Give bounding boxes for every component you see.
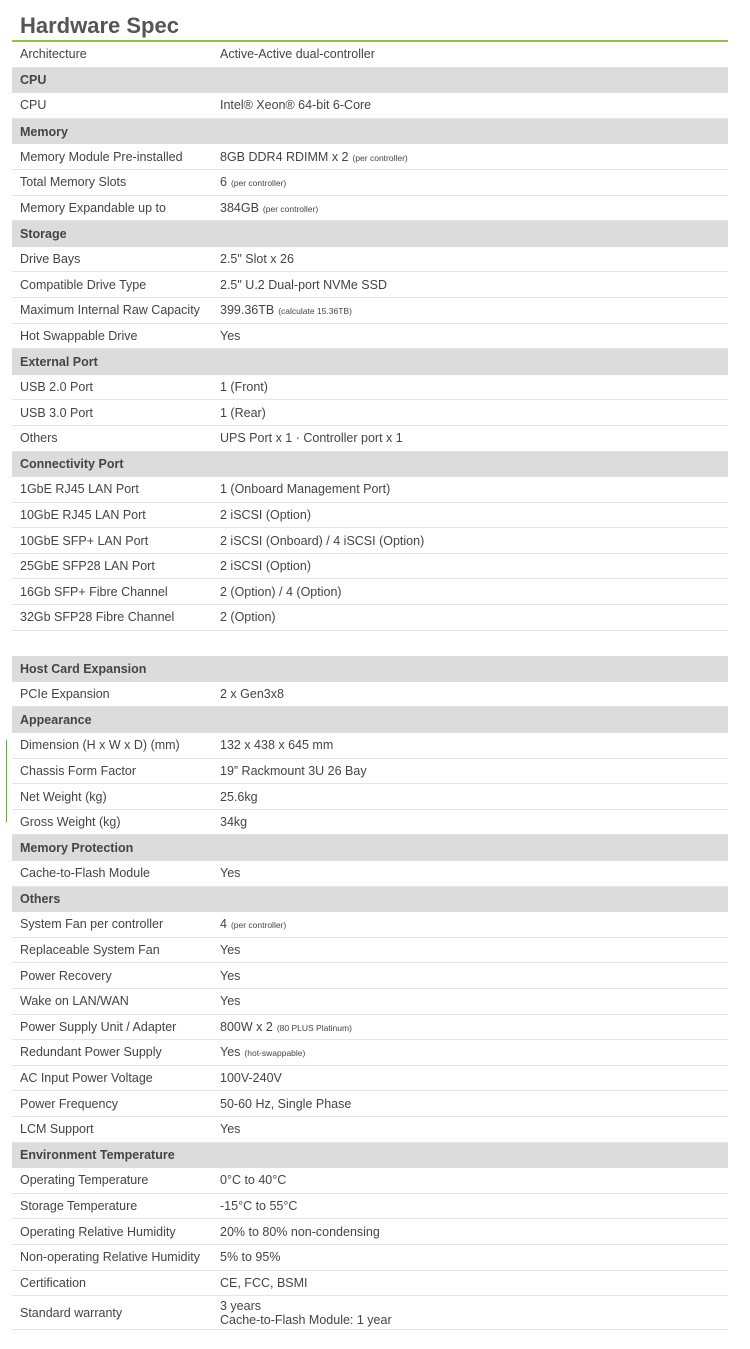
spec-value-text: 100V-240V bbox=[220, 1071, 282, 1086]
spec-value bbox=[220, 790, 258, 804]
spec-label: 10GbE SFP+ LAN Port bbox=[20, 533, 149, 548]
spec-value bbox=[220, 866, 240, 880]
spec-value bbox=[220, 687, 284, 701]
spec-row bbox=[12, 912, 728, 938]
spec-value-text: 2 iSCSI (Option) bbox=[220, 507, 312, 522]
spec-value-note: (hot-swappable) bbox=[244, 1048, 306, 1059]
spec-label: Chassis Form Factor bbox=[20, 763, 136, 778]
spec-row bbox=[12, 938, 728, 964]
spec-value bbox=[220, 1097, 351, 1111]
spec-row-architecture bbox=[12, 42, 728, 68]
spec-row bbox=[12, 1117, 728, 1143]
spec-value bbox=[220, 252, 294, 266]
spec-label: USB 2.0 Port bbox=[20, 380, 93, 395]
spec-value-text: 19” Rackmount 3U 26 Bay bbox=[220, 763, 367, 778]
spec-value-text: 384GB bbox=[220, 200, 259, 215]
spec-value-note: (per controller) bbox=[230, 178, 287, 189]
spec-row-warranty bbox=[12, 1296, 728, 1330]
spec-label: Memory Module Pre-installed bbox=[20, 149, 183, 164]
spec-row bbox=[12, 1194, 728, 1220]
spec-value bbox=[220, 559, 311, 573]
spec-row bbox=[12, 400, 728, 426]
spec-row bbox=[12, 93, 728, 119]
section-rows-memory-protection bbox=[12, 861, 728, 887]
spec-label: Gross Weight (kg) bbox=[20, 815, 121, 830]
spec-label: Non-operating Relative Humidity bbox=[20, 1250, 200, 1265]
section-rows-cpu bbox=[12, 93, 728, 119]
spec-value-text: 2 iSCSI (Option) bbox=[220, 559, 312, 574]
spec-label: Power Recovery bbox=[20, 968, 112, 983]
spec-value bbox=[220, 431, 403, 445]
spec-value bbox=[220, 764, 367, 778]
spec-value-text: 1 (Onboard Management Port) bbox=[220, 482, 391, 497]
spec-row bbox=[12, 528, 728, 554]
spec-row bbox=[12, 272, 728, 298]
spec-value bbox=[220, 1122, 240, 1136]
spec-row bbox=[12, 579, 728, 605]
spec-row bbox=[12, 247, 728, 273]
spec-value bbox=[220, 380, 268, 394]
spec-value-text: 800W x 2 bbox=[220, 1019, 273, 1034]
spec-value-text: 25.6kg bbox=[220, 789, 258, 804]
spec-value-text: 1 (Rear) bbox=[220, 405, 266, 420]
section-heading-memory-protection: Memory Protection bbox=[12, 835, 728, 861]
spec-label: 10GbE RJ45 LAN Port bbox=[20, 507, 146, 522]
spec-row bbox=[12, 963, 728, 989]
spec-row bbox=[12, 426, 728, 452]
spec-value-text: 2 (Option) bbox=[220, 610, 276, 625]
spec-value-text: 2 x Gen3x8 bbox=[220, 687, 284, 702]
spec-value-text: Yes bbox=[220, 968, 241, 983]
spec-value-note: (calculate 15.36TB) bbox=[278, 306, 352, 317]
spec-value-text: 2 (Option) / 4 (Option) bbox=[220, 584, 342, 599]
spec-value-text: 20% to 80% non-condensing bbox=[220, 1224, 380, 1239]
section-rows-environment bbox=[12, 1168, 728, 1296]
spec-value bbox=[220, 1225, 380, 1239]
spec-label: System Fan per controller bbox=[20, 917, 164, 932]
section-rows-connectivity-port bbox=[12, 477, 728, 631]
spec-value bbox=[220, 508, 311, 522]
spec-row bbox=[12, 605, 728, 631]
spec-label: Total Memory Slots bbox=[20, 175, 127, 190]
spec-row bbox=[12, 298, 728, 324]
spec-value-text: Yes bbox=[220, 943, 241, 958]
section-heading-host-card: Host Card Expansion bbox=[12, 656, 728, 682]
section-heading-external-port: External Port bbox=[12, 349, 728, 375]
spec-value bbox=[220, 1199, 297, 1213]
section-heading-cpu: CPU bbox=[12, 68, 728, 94]
spec-value bbox=[220, 969, 240, 983]
spec-label: Architecture bbox=[20, 47, 87, 62]
spec-row bbox=[12, 324, 728, 350]
spec-value-text: 0°C to 40°C bbox=[220, 1173, 287, 1188]
spec-value-text: 4 bbox=[220, 917, 227, 932]
spec-value bbox=[220, 917, 286, 931]
spec-value bbox=[220, 943, 240, 957]
spec-row bbox=[12, 554, 728, 580]
spec-value-text: UPS Port x 1 · Controller port x 1 bbox=[220, 431, 403, 446]
spec-row bbox=[12, 733, 728, 759]
spec-row bbox=[12, 861, 728, 887]
spec-label: Wake on LAN/WAN bbox=[20, 994, 129, 1009]
spec-value-text: 34kg bbox=[220, 815, 248, 830]
section-rows-others bbox=[12, 912, 728, 1142]
spec-value bbox=[220, 482, 390, 496]
spec-label: Dimension (H x W x D) (mm) bbox=[20, 738, 180, 753]
spec-row bbox=[12, 1040, 728, 1066]
spec-label: 32Gb SFP28 Fibre Channel bbox=[20, 610, 175, 625]
spec-value-text: 132 x 438 x 645 mm bbox=[220, 738, 334, 753]
spec-label: PCIe Expansion bbox=[20, 687, 110, 702]
section-heading-connectivity-port: Connectivity Port bbox=[12, 452, 728, 478]
spec-label: USB 3.0 Port bbox=[20, 405, 93, 420]
spec-value bbox=[220, 1250, 280, 1264]
spec-label: Replaceable System Fan bbox=[20, 943, 160, 958]
section-heading-storage: Storage bbox=[12, 221, 728, 247]
spec-row bbox=[12, 1219, 728, 1245]
spec-row bbox=[12, 503, 728, 529]
spec-label: LCM Support bbox=[20, 1122, 94, 1137]
spec-value-text: 8GB DDR4 RDIMM x 2 bbox=[220, 149, 349, 164]
spec-label: 25GbE SFP28 LAN Port bbox=[20, 559, 155, 574]
spec-label: Power Supply Unit / Adapter bbox=[20, 1019, 177, 1034]
spec-value-text: 5% to 95% bbox=[220, 1250, 281, 1265]
spec-label: Cache-to-Flash Module bbox=[20, 866, 150, 881]
spec-row bbox=[12, 810, 728, 836]
spec-value bbox=[220, 1299, 392, 1327]
spec-label: Power Frequency bbox=[20, 1096, 118, 1111]
spec-value bbox=[220, 175, 286, 189]
spec-value-text: Yes bbox=[220, 1045, 241, 1060]
spec-value-note: (per controller) bbox=[352, 152, 408, 163]
spec-value bbox=[220, 329, 240, 343]
spec-row bbox=[12, 1245, 728, 1271]
section-rows-external-port bbox=[12, 375, 728, 452]
spec-value-text: -15°C to 55°C bbox=[220, 1199, 298, 1214]
spec-value: Active-Active dual-controller bbox=[220, 47, 375, 62]
spec-value bbox=[220, 738, 333, 752]
spec-value bbox=[220, 278, 387, 292]
spec-value bbox=[220, 201, 318, 215]
spec-label: Storage Temperature bbox=[20, 1199, 138, 1214]
spec-label: Maximum Internal Raw Capacity bbox=[20, 303, 200, 318]
spec-label: Standard warranty bbox=[20, 1305, 123, 1320]
section-heading-environment: Environment Temperature bbox=[12, 1143, 728, 1169]
spec-value-text: 1 (Front) bbox=[220, 380, 268, 395]
spec-value-note: (per controller) bbox=[262, 203, 319, 214]
section-heading-others: Others bbox=[12, 887, 728, 913]
spec-value-text: Yes bbox=[220, 1122, 241, 1137]
spec-value bbox=[220, 534, 424, 548]
spec-label: Hot Swappable Drive bbox=[20, 328, 138, 343]
spec-label: Net Weight (kg) bbox=[20, 789, 107, 804]
spec-value bbox=[220, 406, 266, 420]
spec-value bbox=[220, 1071, 282, 1085]
spec-row bbox=[12, 170, 728, 196]
spec-label: Operating Temperature bbox=[20, 1173, 149, 1188]
side-accent-line bbox=[6, 740, 7, 822]
section-rows-appearance bbox=[12, 733, 728, 835]
spec-label: CPU bbox=[20, 98, 47, 113]
spec-value-text: Intel® Xeon® 64-bit 6-Core bbox=[220, 98, 372, 113]
spec-value bbox=[220, 1276, 308, 1290]
spec-label: Drive Bays bbox=[20, 252, 81, 267]
spec-label: AC Input Power Voltage bbox=[20, 1071, 153, 1086]
spec-label: Operating Relative Humidity bbox=[20, 1224, 176, 1239]
spec-value-text: Yes bbox=[220, 866, 241, 881]
spec-value-text: 399.36TB bbox=[220, 303, 275, 318]
spec-value-text: Yes bbox=[220, 328, 241, 343]
spec-value bbox=[220, 1173, 286, 1187]
section-heading-memory: Memory bbox=[12, 119, 728, 145]
spec-row bbox=[12, 477, 728, 503]
spec-value bbox=[220, 98, 371, 112]
spec-row bbox=[12, 1091, 728, 1117]
spec-value bbox=[220, 994, 240, 1008]
spec-value-text: 2.5" Slot x 26 bbox=[220, 252, 294, 267]
spec-label: 16Gb SFP+ Fibre Channel bbox=[20, 584, 168, 599]
spec-value-text: CE, FCC, BSMI bbox=[220, 1275, 308, 1290]
spec-value bbox=[220, 150, 408, 164]
spec-row bbox=[12, 989, 728, 1015]
section-gap bbox=[12, 631, 728, 657]
spec-value bbox=[220, 610, 276, 624]
spec-row bbox=[12, 682, 728, 708]
spec-value-note: (per controller) bbox=[230, 920, 287, 931]
spec-label: 1GbE RJ45 LAN Port bbox=[20, 482, 139, 497]
section-heading-appearance: Appearance bbox=[12, 707, 728, 733]
warranty-line-2: Cache-to-Flash Module: 1 year bbox=[220, 1312, 392, 1327]
spec-value-text: 6 bbox=[220, 175, 227, 190]
spec-value bbox=[220, 1045, 305, 1059]
spec-label: Memory Expandable up to bbox=[20, 200, 166, 215]
spec-value-text: 2.5" U.2 Dual-port NVMe SSD bbox=[220, 277, 387, 292]
section-rows-storage bbox=[12, 247, 728, 349]
spec-label: Redundant Power Supply bbox=[20, 1045, 162, 1060]
spec-value-note: (80 PLUS Platinum) bbox=[276, 1022, 352, 1033]
spec-row bbox=[12, 375, 728, 401]
spec-value bbox=[220, 585, 342, 599]
spec-label: Others bbox=[20, 431, 58, 446]
spec-value-text: 2 iSCSI (Onboard) / 4 iSCSI (Option) bbox=[220, 533, 425, 548]
spec-row bbox=[12, 1271, 728, 1297]
spec-row bbox=[12, 784, 728, 810]
spec-label: Certification bbox=[20, 1275, 86, 1290]
spec-table bbox=[12, 42, 728, 1330]
spec-value bbox=[220, 303, 352, 317]
spec-row bbox=[12, 759, 728, 785]
section-rows-host-card bbox=[12, 682, 728, 708]
spec-row bbox=[12, 1066, 728, 1092]
spec-label: Compatible Drive Type bbox=[20, 277, 147, 292]
spec-row bbox=[12, 196, 728, 222]
spec-row bbox=[12, 144, 728, 170]
page-title: Hardware Spec bbox=[20, 13, 179, 38]
section-rows-memory bbox=[12, 144, 728, 221]
spec-value bbox=[220, 815, 247, 829]
spec-value-text: 50-60 Hz, Single Phase bbox=[220, 1096, 352, 1111]
spec-value bbox=[220, 1020, 352, 1034]
spec-row bbox=[12, 1168, 728, 1194]
spec-value-text: Yes bbox=[220, 994, 241, 1009]
spec-row bbox=[12, 1015, 728, 1041]
warranty-line-1: 3 years bbox=[220, 1298, 261, 1313]
